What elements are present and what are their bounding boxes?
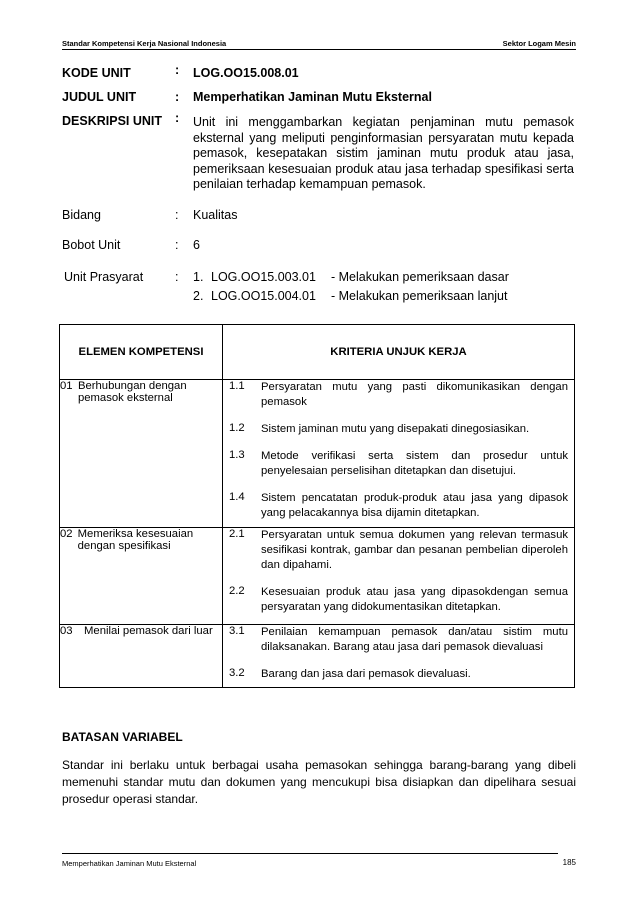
element-number: 01 xyxy=(60,380,73,392)
page-number: 185 xyxy=(562,858,576,867)
header-sector: Sektor Logam Mesin xyxy=(502,39,576,48)
kriteria-unjuk-kerja-header: KRITERIA UNJUK KERJA xyxy=(223,325,575,380)
criterion-text: Barang dan jasa dari pemasok dievaluasi. xyxy=(261,668,471,680)
table-header-row xyxy=(60,325,575,380)
criterion-text: Metode verifikasi serta sistem dan prosedur untuk penyelesaian perselisihan ditetapkan dan disetujui. xyxy=(261,450,568,477)
criterion-text: Penilaian kemampuan pemasok dan/atau sistim mutu dilaksanakan. Barang atau jasa dari pemasok dievaluasi xyxy=(261,626,568,653)
criterion xyxy=(223,380,574,410)
element-name: Berhubungan dengan pemasok eksternal xyxy=(77,380,187,404)
criterion-number: 3.2 xyxy=(229,667,245,679)
table-row xyxy=(60,380,575,528)
prasyarat-code: LOG.OO15.003.01 xyxy=(211,270,316,284)
element-cell xyxy=(60,625,223,688)
bidang-label: Bidang xyxy=(62,208,101,222)
bobot-label: Bobot Unit xyxy=(62,238,121,252)
judul-unit-value: Memperhatikan Jaminan Mutu Eksternal xyxy=(193,90,432,104)
footer-rule xyxy=(62,853,558,854)
colon: : xyxy=(175,111,180,125)
criteria-cell xyxy=(223,625,575,688)
kode-unit-value: LOG.OO15.008.01 xyxy=(193,66,299,80)
criterion xyxy=(223,491,574,521)
kode-unit-label: KODE UNIT xyxy=(62,66,131,80)
batasan-variabel-text: Standar ini berlaku untuk berbagai usaha pemasokan sehingga barang-barang yang dibeli memenuhi standar mutu dan dokumen yang mencukupi bisa disiapkan dan dipelihara sesuai prosedur operasi standar. xyxy=(62,758,576,806)
element-name: Menilai pemasok dari luar xyxy=(84,625,213,637)
page-footer xyxy=(62,847,576,867)
criterion-text: Kesesuaian produk atau jasa yang dipasokdengan semua persyaratan yang didokumentasikan ditetapkan. xyxy=(261,586,568,613)
prasyarat-no: 2. xyxy=(193,289,204,303)
criterion-number: 2.1 xyxy=(229,528,245,540)
criterion xyxy=(223,449,574,479)
prasyarat-desc: - Melakukan pemeriksaan lanjut xyxy=(331,289,508,303)
criterion-number: 1.1 xyxy=(229,380,245,392)
element-number: 03 xyxy=(60,625,73,637)
prasyarat-desc: - Melakukan pemeriksaan dasar xyxy=(331,270,509,284)
table-row xyxy=(60,528,575,625)
criterion-number: 1.2 xyxy=(229,422,245,434)
criterion-text: Sistem pencatatan produk-produk atau jasa yang dipasok yang pelacakannya bisa dijamin ditetapkan. xyxy=(261,492,568,519)
criterion-number: 1.3 xyxy=(229,449,245,461)
header-rule xyxy=(62,49,576,50)
footer-unit-title: Memperhatikan Jaminan Mutu Eksternal xyxy=(62,859,197,868)
element-number: 02 xyxy=(60,528,73,540)
colon: : xyxy=(175,90,180,104)
colon: : xyxy=(175,208,179,222)
criteria-cell xyxy=(223,528,575,625)
criterion-number: 2.2 xyxy=(229,585,245,597)
colon: : xyxy=(175,63,180,77)
batasan-variabel-title: BATASAN VARIABEL xyxy=(62,730,183,744)
element-cell xyxy=(60,528,223,625)
page-header xyxy=(62,36,576,50)
criterion xyxy=(223,528,574,573)
criterion-text: Sistem jaminan mutu yang disepakati dinegosiasikan. xyxy=(261,423,530,435)
criterion xyxy=(223,585,574,615)
criteria-cell xyxy=(223,380,575,528)
criterion xyxy=(223,625,574,655)
criterion-text: Persyaratan mutu yang pasti dikomunikasikan dengan pemasok xyxy=(261,381,568,408)
colon: : xyxy=(175,270,179,284)
prasyarat-no: 1. xyxy=(193,270,204,284)
deskripsi-unit-label: DESKRIPSI UNIT xyxy=(62,114,163,128)
table-row xyxy=(60,625,575,688)
criterion-number: 3.1 xyxy=(229,625,245,637)
criterion xyxy=(223,667,574,682)
colon: : xyxy=(175,238,179,252)
prasyarat-code: LOG.OO15.004.01 xyxy=(211,289,316,303)
judul-unit-label: JUDUL UNIT xyxy=(62,90,137,104)
bobot-value: 6 xyxy=(193,238,200,252)
competency-table xyxy=(59,324,575,688)
element-cell xyxy=(60,380,223,528)
prasyarat-label: Unit Prasyarat xyxy=(64,270,144,284)
elemen-kompetensi-header: ELEMEN KOMPETENSI xyxy=(60,325,223,380)
bidang-value: Kualitas xyxy=(193,208,238,222)
element-name: Memeriksa kesesuaian dengan spesifikasi xyxy=(77,528,194,552)
header-standard-title: Standar Kompetensi Kerja Nasional Indonesia xyxy=(62,39,227,48)
deskripsi-unit-value: Unit ini menggambarkan kegiatan penjaminan mutu pemasok eksternal yang meliputi penginformasian persyaratan mutu kepada pemasok, kesepatakan sistim jaminan mutu produk atau jasa, pemeriksaan kesesuaian produk atau jasa terhadap spesifikasi serta penilaian terhadap kemampuan pemasok. xyxy=(193,115,574,191)
criterion xyxy=(223,422,574,437)
criterion-number: 1.4 xyxy=(229,491,245,503)
criterion-text: Persyaratan untuk semua dokumen yang relevan termasuk sesifikasi kontrak, gambar dan pesanan pembelian diperoleh dan dipahami. xyxy=(261,529,568,571)
